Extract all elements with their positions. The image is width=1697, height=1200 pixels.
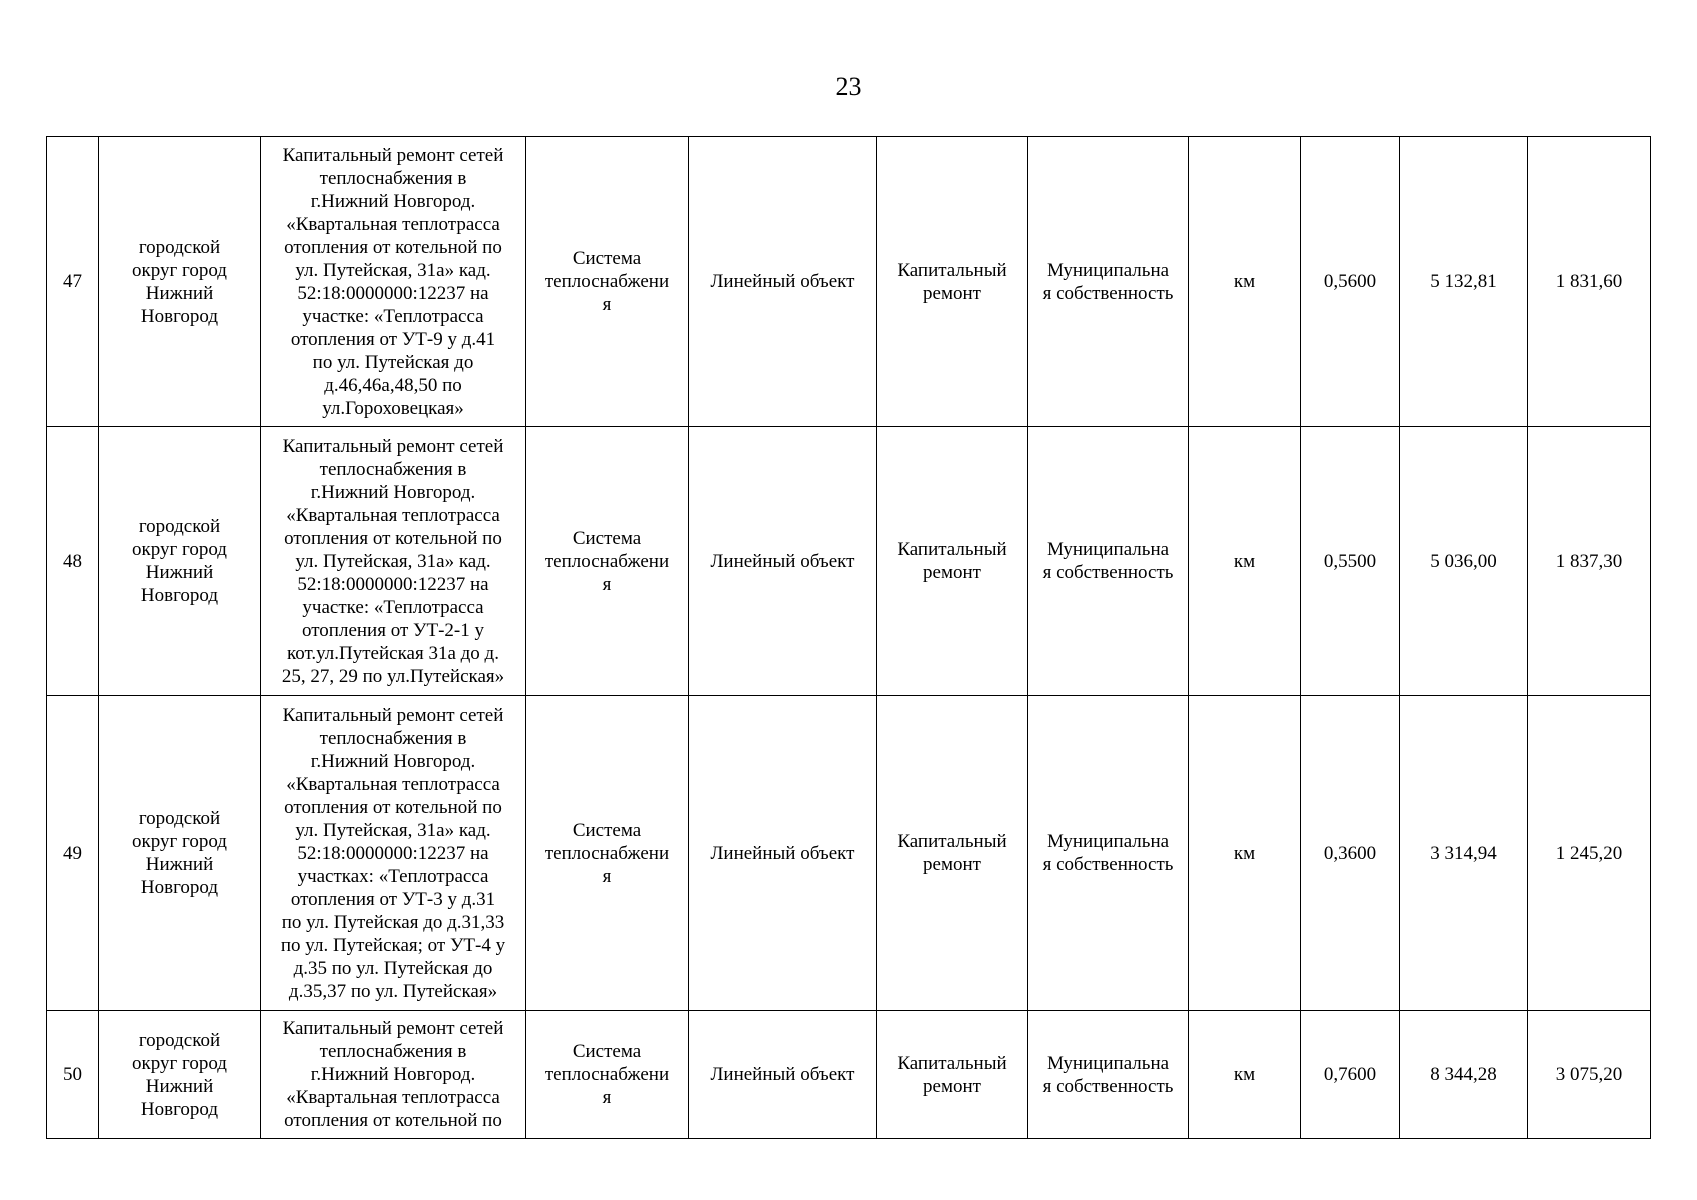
cost-total-cell: 3 314,94 bbox=[1400, 696, 1528, 1011]
system-cell: Система теплоснабжени я bbox=[526, 1011, 689, 1139]
cost-part-cell: 1 245,20 bbox=[1528, 696, 1651, 1011]
cost-total-cell: 5 132,81 bbox=[1400, 137, 1528, 427]
description-cell: Капитальный ремонт сетей теплоснабжения в г.Нижний Новгород. «Квартальная теплотрасса отопления от котельной по ул. Путейская, 31а» кад. 52:18:0000000:12237 на участке: «Теплотрасса отопления от УТ-2-1 у кот.ул.Путейская 31а до д. 25, 27, 29 по ул.Путейская» bbox=[261, 427, 526, 696]
work-type-cell: Капитальный ремонт bbox=[877, 137, 1028, 427]
description-cell: Капитальный ремонт сетей теплоснабжения в г.Нижний Новгород. «Квартальная теплотрасса отопления от котельной по ул. Путейская, 31а» кад. 52:18:0000000:12237 на участках: «Теплотрасса отопления от УТ-3 у д.31 по ул. Путейская до д.31,33 по ул. Путейская; от УТ-4 у д.35 по ул. Путейская до д.35,37 по ул. Путейская» bbox=[261, 696, 526, 1011]
work-type-cell: Капитальный ремонт bbox=[877, 696, 1028, 1011]
table-row bbox=[47, 137, 1651, 427]
unit-cell: км bbox=[1189, 427, 1301, 696]
municipality-cell: городской округ город Нижний Новгород bbox=[99, 1011, 261, 1139]
row-number: 49 bbox=[47, 696, 99, 1011]
cost-part-cell: 1 837,30 bbox=[1528, 427, 1651, 696]
row-number: 50 bbox=[47, 1011, 99, 1139]
description-cell: Капитальный ремонт сетей теплоснабжения в г.Нижний Новгород. «Квартальная теплотрасса отопления от котельной по bbox=[261, 1011, 526, 1139]
cost-total-cell: 8 344,28 bbox=[1400, 1011, 1528, 1139]
object-type-cell: Линейный объект bbox=[689, 1011, 877, 1139]
object-type-cell: Линейный объект bbox=[689, 137, 877, 427]
table-row bbox=[47, 696, 1651, 1011]
system-cell: Система теплоснабжени я bbox=[526, 137, 689, 427]
row-number: 47 bbox=[47, 137, 99, 427]
quantity-cell: 0,3600 bbox=[1301, 696, 1400, 1011]
cost-part-cell: 1 831,60 bbox=[1528, 137, 1651, 427]
municipality-cell: городской округ город Нижний Новгород bbox=[99, 696, 261, 1011]
table-row bbox=[47, 1011, 1651, 1139]
works-table bbox=[46, 136, 1651, 1139]
unit-cell: км bbox=[1189, 137, 1301, 427]
row-number: 48 bbox=[47, 427, 99, 696]
cost-part-cell: 3 075,20 bbox=[1528, 1011, 1651, 1139]
municipality-cell: городской округ город Нижний Новгород bbox=[99, 137, 261, 427]
quantity-cell: 0,7600 bbox=[1301, 1011, 1400, 1139]
ownership-cell: Муниципальна я собственность bbox=[1028, 1011, 1189, 1139]
work-type-cell: Капитальный ремонт bbox=[877, 1011, 1028, 1139]
system-cell: Система теплоснабжени я bbox=[526, 427, 689, 696]
page-number: 23 bbox=[835, 72, 862, 101]
quantity-cell: 0,5600 bbox=[1301, 137, 1400, 427]
municipality-cell: городской округ город Нижний Новгород bbox=[99, 427, 261, 696]
cost-total-cell: 5 036,00 bbox=[1400, 427, 1528, 696]
ownership-cell: Муниципальна я собственность bbox=[1028, 427, 1189, 696]
ownership-cell: Муниципальна я собственность bbox=[1028, 696, 1189, 1011]
ownership-cell: Муниципальна я собственность bbox=[1028, 137, 1189, 427]
description-cell: Капитальный ремонт сетей теплоснабжения в г.Нижний Новгород. «Квартальная теплотрасса отопления от котельной по ул. Путейская, 31а» кад. 52:18:0000000:12237 на участке: «Теплотрасса отопления от УТ-9 у д.41 по ул. Путейская до д.46,46а,48,50 по ул.Гороховецкая» bbox=[261, 137, 526, 427]
object-type-cell: Линейный объект bbox=[689, 696, 877, 1011]
work-type-cell: Капитальный ремонт bbox=[877, 427, 1028, 696]
quantity-cell: 0,5500 bbox=[1301, 427, 1400, 696]
table-row bbox=[47, 427, 1651, 696]
object-type-cell: Линейный объект bbox=[689, 427, 877, 696]
unit-cell: км bbox=[1189, 696, 1301, 1011]
unit-cell: км bbox=[1189, 1011, 1301, 1139]
system-cell: Система теплоснабжени я bbox=[526, 696, 689, 1011]
